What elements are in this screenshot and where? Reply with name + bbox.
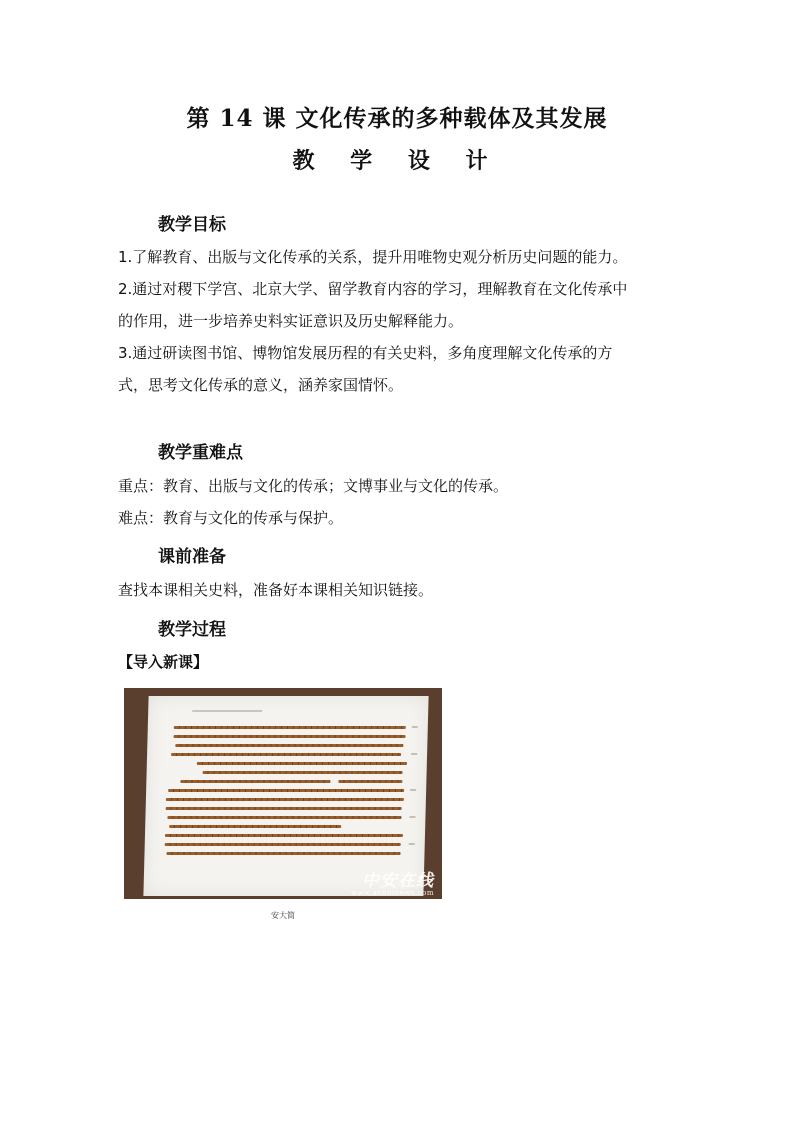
slip-number	[412, 726, 418, 728]
slip-number	[410, 789, 416, 791]
heading-key-points: 教学重难点	[158, 443, 243, 463]
watermark-logo: 中安在线	[362, 871, 434, 891]
bamboo-slips-photo	[124, 688, 442, 899]
heading-objectives: 教学目标	[158, 215, 226, 235]
bamboo-slip	[168, 789, 404, 792]
objective-3-line-2: 式，思考文化传承的意义，涵养家国情怀。	[118, 376, 404, 394]
bamboo-slip	[180, 780, 330, 783]
key-point-difficulty: 难点：教育与文化的传承与保护。	[118, 509, 344, 527]
objective-1-line-1: 1.了解教育、出版与文化传承的关系，提升用唯物史观分析历史问题的能力。	[118, 248, 628, 266]
watermark-url: www.anhuinews.com	[350, 889, 434, 897]
slip-number	[411, 753, 417, 755]
bamboo-slip	[171, 753, 401, 756]
bamboo-slip	[174, 726, 406, 729]
paper-header-text	[192, 710, 262, 712]
watermark	[351, 866, 434, 897]
bamboo-slip	[165, 843, 401, 846]
slip-number	[409, 816, 415, 818]
figure-caption: 安大简	[271, 911, 295, 920]
objective-2-line-1: 2.通过对稷下学宫、北京大学、留学教育内容的学习，理解教育在文化传承中	[118, 280, 628, 298]
bamboo-slip	[175, 744, 403, 747]
preparation-text	[118, 574, 678, 606]
bamboo-slip	[166, 798, 404, 801]
preparation-line: 查找本课相关史料，准备好本课相关知识链接。	[118, 581, 434, 599]
bamboo-slip	[338, 780, 402, 783]
objective-2-line-2: 的作用，进一步培养史料实证意识及历史解释能力。	[118, 312, 464, 330]
bamboo-slip	[166, 852, 400, 855]
document-subtitle: 教 学 设 计	[292, 148, 502, 174]
bamboo-slip	[165, 834, 403, 837]
heading-process: 教学过程	[158, 620, 226, 640]
key-points	[118, 470, 678, 534]
intro-label: 【导入新课】	[118, 653, 209, 671]
bamboo-slip	[166, 807, 402, 810]
bamboo-slip	[203, 771, 403, 774]
heading-preparation: 课前准备	[158, 547, 226, 567]
bamboo-slip	[167, 816, 401, 819]
objective-3-line-1: 3.通过研读图书馆、博物馆发展历程的有关史料，多角度理解文化传承的方	[118, 344, 613, 362]
bamboo-slip	[197, 762, 407, 765]
objectives-list	[118, 241, 678, 401]
key-point-focus: 重点：教育、出版与文化的传承；文博事业与文化的传承。	[118, 477, 509, 495]
bamboo-slip	[174, 735, 406, 738]
bamboo-slip	[169, 825, 341, 828]
document-title: 第 14 课 文化传承的多种载体及其发展	[186, 105, 608, 132]
slip-number	[409, 843, 415, 845]
